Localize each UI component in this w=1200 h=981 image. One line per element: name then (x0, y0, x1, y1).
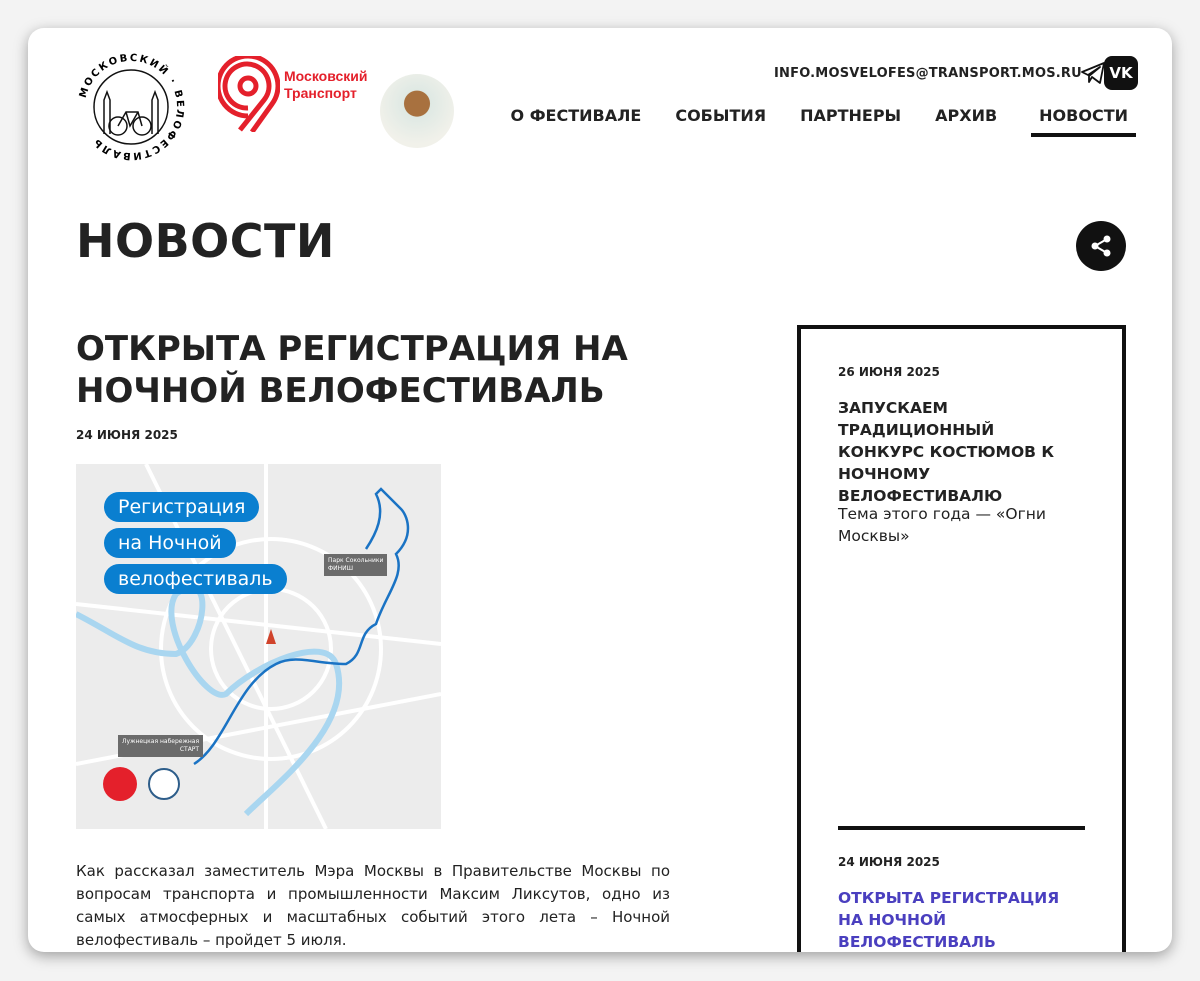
article-date: 24 ИЮНЯ 2025 (76, 428, 178, 442)
page-title: НОВОСТИ (76, 214, 335, 268)
nav-archive[interactable]: АРХИВ (935, 106, 998, 125)
sidebar-item-date: 26 ИЮНЯ 2025 (838, 365, 940, 379)
sidebar-item-date: 24 ИЮНЯ 2025 (838, 855, 940, 869)
share-icon (1088, 233, 1114, 259)
svg-text:МОСКОВСКИЙ · ВЕЛОФЕСТИВАЛЬ: МОСКОВСКИЙ · ВЕЛОФЕСТИВАЛЬ (77, 52, 186, 162)
festival-logo[interactable] (76, 52, 186, 162)
map-banner-line2: на Ночной (104, 528, 236, 558)
map-banner-line3: велофестиваль (104, 564, 287, 594)
share-button[interactable] (1076, 221, 1126, 271)
vk-icon[interactable]: VK (1104, 56, 1138, 90)
article-map-image (76, 464, 441, 829)
sidebar-item-title[interactable]: ЗАПУСКАЕМ ТРАДИЦИОННЫЙ КОНКУРС КОСТЮМОВ К НОЧНОМУ ВЕЛОФЕСТИВАЛЮ (838, 399, 1055, 505)
sidebar-divider (838, 826, 1085, 830)
map-finish-label: Парк Сокольники ФИНИШ (324, 554, 387, 576)
main-nav (511, 106, 1136, 137)
sidebar-news (797, 325, 1126, 952)
bear-mascot-image (380, 74, 454, 148)
sidebar-item-title-link[interactable]: ОТКРЫТА РЕГИСТРАЦИЯ НА НОЧНОЙ ВЕЛОФЕСТИВАЛЬ (838, 889, 1060, 951)
nav-partners[interactable]: ПАРТНЕРЫ (800, 106, 902, 125)
sidebar-item-text: Тема этого года — «Огни Москвы» (838, 505, 1046, 545)
nav-news[interactable]: НОВОСТИ (1031, 106, 1136, 137)
transport-logo[interactable] (218, 56, 372, 132)
article-body: Как рассказал заместитель Мэра Москвы в Правительстве Москвы по вопросам транспорта и промышленности Максим Ликсутов, одно из самых атмосферных и масштабных событий этого лета – Ночной велофестиваль – пройдет 5 июля. (76, 862, 670, 949)
page-card (28, 28, 1172, 952)
map-start-label: Лужнецкая набережная СТАРТ (118, 735, 203, 757)
nav-about[interactable]: О ФЕСТИВАЛЕ (510, 106, 642, 125)
map-banner-line1: Регистрация (104, 492, 259, 522)
transport-logo-text: Московский Транспорт (284, 68, 368, 101)
nav-events[interactable]: СОБЫТИЯ (675, 106, 767, 125)
email-link[interactable]: INFO.MOSVELOFES@TRANSPORT.MOS.RU (774, 66, 1082, 81)
article-title: ОТКРЫТА РЕГИСТРАЦИЯ НА НОЧНОЙ ВЕЛОФЕСТИВАЛЬ (76, 329, 628, 411)
